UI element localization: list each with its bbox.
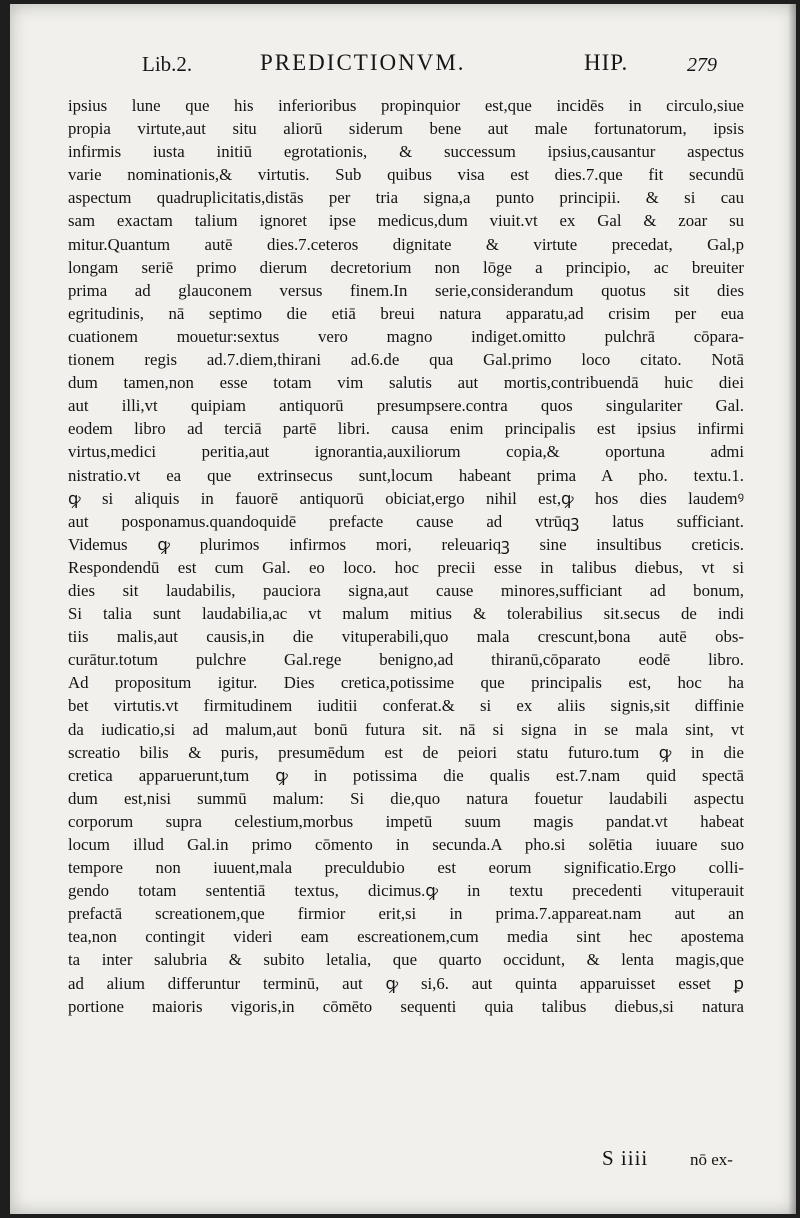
text-line: prima ad glauconem versus finem.In serie,considerandum quotus sit dies: [68, 280, 744, 300]
text-line: mitur.Quantum autē dies.7.ceteros dignitate & virtute precedat, Gal,p: [68, 234, 744, 254]
text-line: corporum supra celestium,morbus impetū suum magis pandat.vt habeat: [68, 811, 744, 831]
text-line: aut illi,vt quipiam antiquorū presumpsere.contra quos singulariter Gal.: [68, 396, 744, 416]
header-author: HIP.: [584, 50, 629, 75]
text-line: dies sit laudabilis, pauciora signa,aut cause minores,sufficiant ad bonum,: [68, 580, 744, 600]
text-line: cretica apparuerunt,tum ꝙ in potissima die qualis est.7.nam quid spectā: [68, 765, 744, 785]
text-line: tempore non iuuent,mala preculdubio est eorum significatio.Ergo colli-: [68, 858, 744, 878]
text-line: locum illud Gal.in primo cōmento in secunda.A pho.si solētia iuuare suo: [68, 835, 744, 854]
text-line: nistratio.vt ea que extrinsecus sunt,locum habeant prima A pho. textu.1.: [68, 465, 744, 485]
text-line: prefactā screationem,que firmior erit,si in prima.7.appareat.nam aut an: [68, 904, 744, 924]
text-line: tiis malis,aut causis,in die vituperabili,quo mala crescunt,bona autē obs-: [68, 627, 744, 647]
page-footer: [10, 1146, 796, 1176]
text-line: Ad propositum igitur. Dies cretica,potissime que principalis est, hoc ha: [68, 673, 744, 693]
text-line: propia virtute,aut situ aliorū siderum bene aut male fortunatorum, ipsis: [68, 119, 744, 139]
text-line: ad alium differuntur terminū, aut ꝙ si,6. aut quinta apparuisset esset ꝑ: [68, 973, 744, 993]
text-line: gendo totam sententiā textus, dicimus.ꝙ in textu precedenti vituperauit: [68, 881, 744, 901]
text-line: curātur.totum pulchre Gal.rege benigno,ad thiranū,cōparato eodē libro.: [68, 650, 744, 670]
text-line: ꝙ si aliquis in fauorē antiquorū obiciat,ergo nihil est,ꝙ hos dies laudemꝰ: [68, 488, 744, 508]
text-line: dum est,nisi summū malum: Si die,quo natura fouetur laudabili aspectu: [68, 788, 744, 808]
text-line: tea,non contingit videri eam escreationem,cum media sint hec apostema: [68, 927, 744, 947]
text-line: longam seriē primo dierum decretorium non lōge a principio, ac breuiter: [68, 257, 744, 277]
text-line: cuationem mouetur:sextus vero magno indiget.omitto pulchrā cōpara-: [68, 326, 744, 346]
text-line: eodem libro ad terciā partē libri. causa enim principalis est ipsius infirmi: [68, 419, 744, 439]
text-line: aut posponamus.quandoquidē prefacte cause ad vtrūqꝫ latus sufficiant.: [68, 511, 744, 531]
body-text: [68, 94, 744, 1018]
text-line: ta inter salubria & subito letalia, que quarto occidunt, & lenta magis,que: [68, 950, 744, 970]
text-line: da iudicatio,si ad malum,aut bonū futura sit. nā si signa in se mala sint, vt: [68, 719, 744, 739]
text-line: aspectum quadruplicitatis,distās per tria signa,a punto principii. & si cau: [68, 188, 744, 208]
text-line: screatio bilis & puris, presumēdum est de peiori statu futuro.tum ꝙ in die: [68, 742, 744, 762]
text-line: egritudinis, nā septimo die etiā breui natura apparatu,ad crisim per eua: [68, 303, 744, 323]
text-line: virtus,medici peritia,aut ignorantia,auxiliorum copia,& oportuna admi: [68, 442, 744, 462]
text-line: ipsius lune que his inferioribus propinquior est,que incidēs in circulo,siue: [68, 96, 744, 115]
text-line: Si talia sunt laudabilia,ac vt malum mitius & tolerabilius sit.secus de indi: [68, 604, 744, 624]
catchword: nō ex-: [690, 1150, 733, 1169]
signature-mark: S iiii: [602, 1146, 649, 1170]
page-number: 279: [687, 54, 717, 76]
scan-shadow-edge: [788, 4, 796, 1214]
book-page: [10, 4, 796, 1214]
text-line: sam exactam talium ignoret ipse medicus,dum viuit.vt ex Gal & zoar su: [68, 211, 744, 231]
header-title: PREDICTIONVM.: [260, 50, 466, 75]
text-line: bet virtutis.vt firmitudinem iuditii conferat.& si ex aliis signis,sit diffinie: [68, 696, 744, 716]
text-line: varie nominationis,& virtutis. Sub quibus visa est dies.7.que fit secundū: [68, 165, 744, 185]
text-line: Respondendū est cum Gal. eo loco. hoc precii esse in talibus diebus, vt si: [68, 557, 744, 577]
text-line: portione maioris vigoris,in cōmēto sequenti quia talibus diebus,si natura: [68, 996, 744, 1016]
text-line: tionem regis ad.7.diem,thirani ad.6.de qua Gal.primo loco citato. Notā: [68, 350, 744, 370]
running-header: [10, 50, 796, 80]
header-book-label: Lib.2.: [142, 52, 193, 76]
text-line: dum tamen,non esse totam vim salutis aut mortis,contribuendā huic diei: [68, 373, 744, 393]
text-line: infirmis iusta initiū egrotationis, & successum ipsius,causantur aspectus: [68, 142, 744, 162]
text-line: Videmus ꝙ plurimos infirmos mori, releuariqꝫ sine insultibus creticis.: [68, 534, 744, 554]
